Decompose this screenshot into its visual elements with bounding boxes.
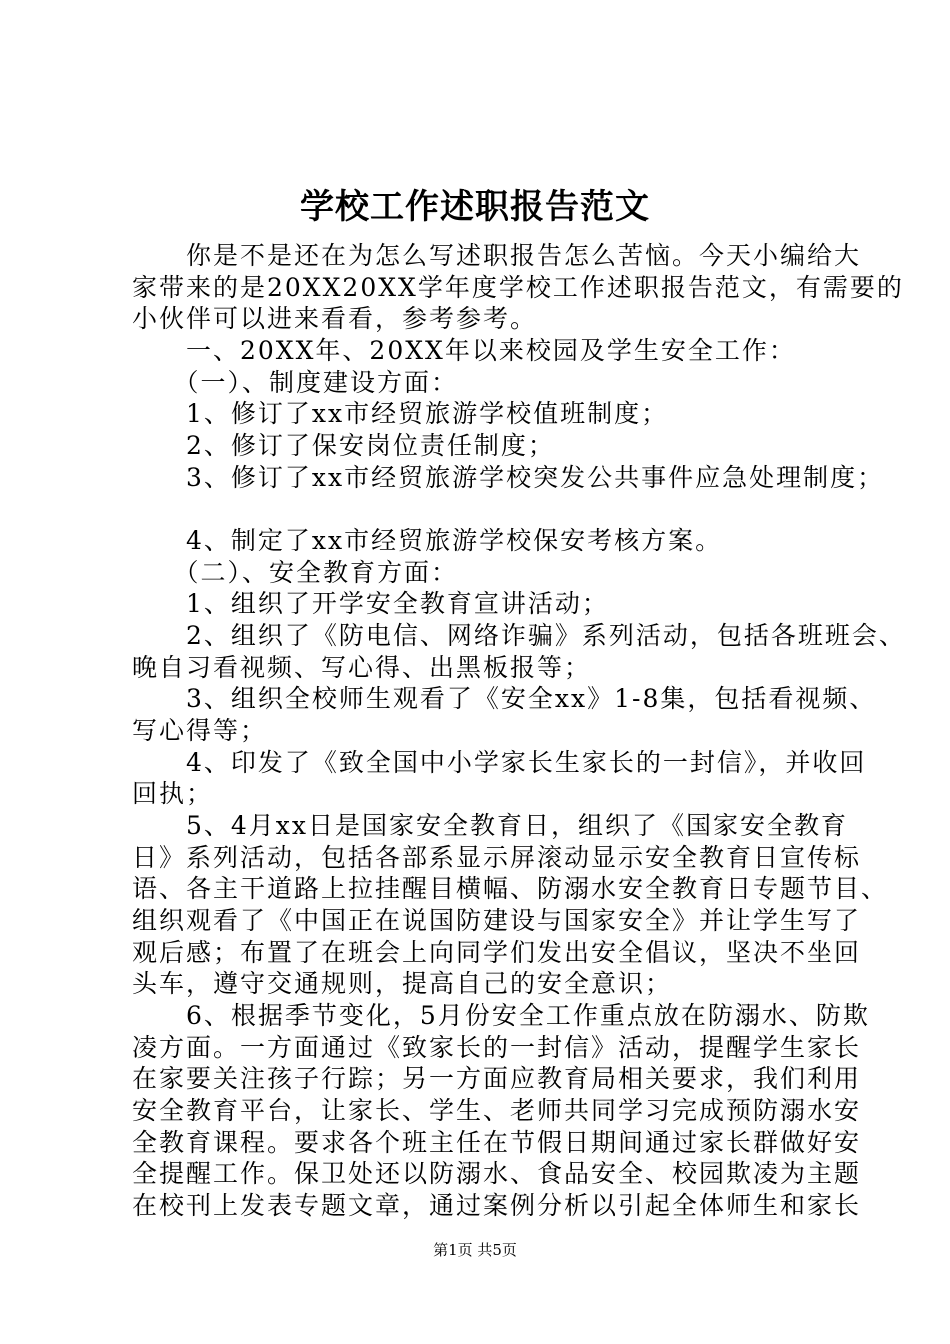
- text-line: 凌方面。一方面通过《致家长的一封信》活动，提醒学生家长: [132, 1032, 862, 1062]
- text-line: 回执；: [132, 779, 214, 809]
- text-line: 4、制定了xx市经贸旅游学校保安考核方案。: [132, 526, 723, 555]
- text-line: 在家要关注孩子行踪；另一方面应教育局相关要求，我们利用: [132, 1064, 862, 1094]
- text-line: 语、各主干道路上拉挂醒目横幅、防溺水安全教育日专题节目、: [132, 874, 889, 904]
- text-line: 全教育课程。要求各个班主任在节假日期间通过家长群做好安: [132, 1127, 862, 1157]
- text-line: （一）、制度建设方面：: [132, 367, 459, 397]
- text-line: 在校刊上发表专题文章，通过案例分析以引起全体师生和家长: [132, 1191, 862, 1220]
- text-line: 2、组织了《防电信、网络诈骗》系列活动，包括各班班会、: [132, 621, 906, 650]
- text-line: 1、组织了开学安全教育宣讲活动；: [132, 589, 609, 619]
- text-line: 3、组织全校师生观看了《安全xx》1-8集，包括看视频、: [132, 684, 877, 714]
- text-line: 写心得等；: [132, 716, 268, 745]
- text-line: 家带来的是20XX20XX学年度学校工作述职报告范文，有需要的: [132, 272, 904, 302]
- text-line: 安全教育平台，让家长、学生、老师共同学习完成预防溺水安: [132, 1096, 862, 1125]
- text-line: 小伙伴可以进来看看，参考参考。: [132, 304, 538, 334]
- text-line: 3、修订了xx市经贸旅游学校突发公共事件应急处理制度；: [132, 462, 885, 492]
- text-line: 组织观看了《中国正在说国防建设与国家安全》并让学生写了: [132, 906, 862, 935]
- text-line: 1、修订了xx市经贸旅游学校值班制度；: [132, 399, 669, 429]
- text-line: 6、根据季节变化，5月份安全工作重点放在防溺水、防欺: [132, 1001, 870, 1030]
- text-line: 一、20XX年、20XX年以来校园及学生安全工作：: [132, 336, 796, 365]
- text-line: 4、印发了《致全国中小学家长生家长的一封信》，并收回: [132, 747, 867, 777]
- text-line: 日》系列活动，包括各部系显示屏滚动显示安全教育日宣传标: [132, 842, 862, 872]
- text-line: 2、修订了保安岗位责任制度；: [132, 431, 555, 460]
- document-title: 学校工作述职报告范文: [300, 187, 650, 227]
- text-line: 观后感；布置了在班会上向同学们发出安全倡议，坚决不坐回: [132, 937, 862, 967]
- text-line: 全提醒工作。保卫处还以防溺水、食品安全、校园欺凌为主题: [132, 1159, 862, 1189]
- text-line: 你是不是还在为怎么写述职报告怎么苦恼。今天小编给大: [132, 241, 862, 270]
- text-line: 晚自习看视频、写心得、出黑板报等；: [132, 652, 592, 682]
- text-line: 头车，遵守交通规则，提高自己的安全意识；: [132, 969, 673, 999]
- text-line: （二）、安全教育方面：: [132, 557, 459, 587]
- text-line: 5、4月xx日是国家安全教育日，组织了《国家安全教育: [132, 811, 849, 840]
- page-number: 第1页 共5页: [433, 1241, 517, 1259]
